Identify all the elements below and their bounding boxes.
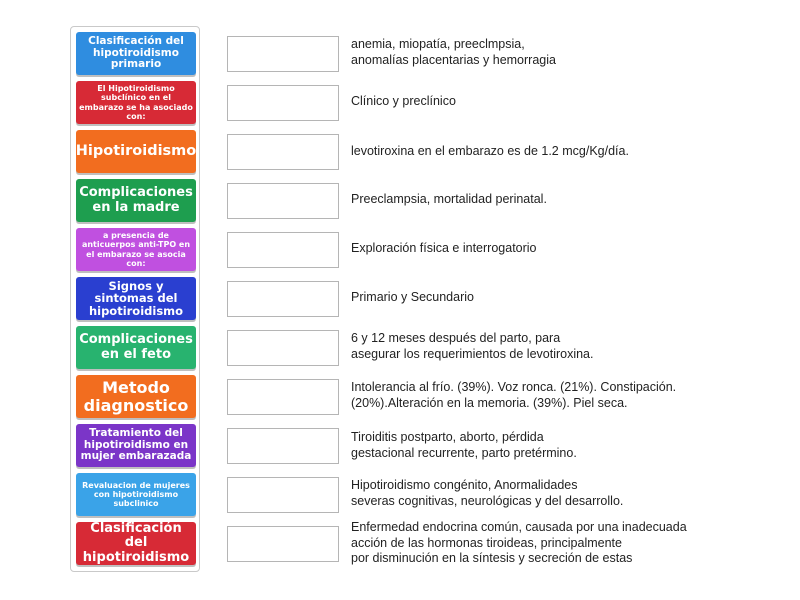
tile-9-label: Tratamiento del hipotiroidismo en mujer embarazada [80,427,192,463]
tile-11[interactable] [76,522,196,565]
tile-4-label: Complicaciones en la madre [79,185,193,215]
description-7: 6 y 12 meses después del parto, para asegurar los requerimientos de levotiroxina. [351,331,594,361]
tile-10-label: Revaluacion de mujeres con hipotiroidismo subclinico [82,480,190,509]
description-9: Tiroiditis postparto, aborto, pérdida gestacional recurrente, parto pretérmino. [351,430,577,460]
tile-10[interactable] [76,473,196,516]
tile-5[interactable] [76,228,196,271]
tile-7[interactable] [76,326,196,369]
tile-2[interactable] [76,81,196,124]
description-6: Primario y Secundario [351,290,474,304]
tile-6-label: Signos y sintomas del hipotiroidismo [88,278,184,318]
description-4: Preeclampsia, mortalidad perinatal. [351,192,547,206]
tile-5-label: a presencia de anticuerpos anti-TPO en el embarazo se asocia con: [81,231,191,268]
drop-slot-1[interactable] [227,36,339,72]
drop-slot-10[interactable] [227,477,339,513]
tile-6[interactable] [76,277,196,320]
drop-slot-5[interactable] [227,232,339,268]
description-2: Clínico y preclínico [351,94,456,108]
description-8: Intolerancia al frío. (39%). Voz ronca. (21%). Constipación. (20%).Alteración en la memoria. (39%). Piel seca. [351,380,677,410]
tile-4[interactable] [76,179,196,222]
tile-8-label: Metodo diagnostico [83,377,189,415]
description-1: anemia, miopatía, preeclmpsia, anomalías placentarias y hemorragia [351,37,556,67]
drop-slot-11[interactable] [227,526,339,562]
tile-9[interactable] [76,424,196,467]
tile-11-label: Clasificación del hipotiroidismo [82,521,190,565]
drop-slot-6[interactable] [227,281,339,317]
tile-8[interactable] [76,375,196,418]
tile-2-label: El Hipotiroidismo subclínico en el embarazo se ha asociado con: [79,84,193,121]
tile-1[interactable] [76,32,196,75]
drop-slot-9[interactable] [227,428,339,464]
description-10: Hipotiroidismo congénito, Anormalidades severas cognitivas, neurológicas y del desarrollo. [351,478,624,508]
description-11: Enfermedad endocrina común, causada por una inadecuada acción de las hormonas tiroideas, principalmente por disminución en la síntesis y secreción de estas [351,520,687,565]
drop-slot-8[interactable] [227,379,339,415]
tile-3-label: Hipotiroidismo [75,142,197,159]
drop-slot-2[interactable] [227,85,339,121]
description-5: Exploración física e interrogatorio [351,241,537,255]
tile-7-label: Complicaciones en el feto [79,332,193,362]
drop-slot-3[interactable] [227,134,339,170]
drop-slot-4[interactable] [227,183,339,219]
description-3: levotiroxina en el embarazo es de 1.2 mcg/Kg/día. [351,144,629,158]
tile-1-label: Clasificación del hipotiroidismo primario [88,35,184,71]
drop-slot-7[interactable] [227,330,339,366]
tile-3[interactable] [76,130,196,173]
